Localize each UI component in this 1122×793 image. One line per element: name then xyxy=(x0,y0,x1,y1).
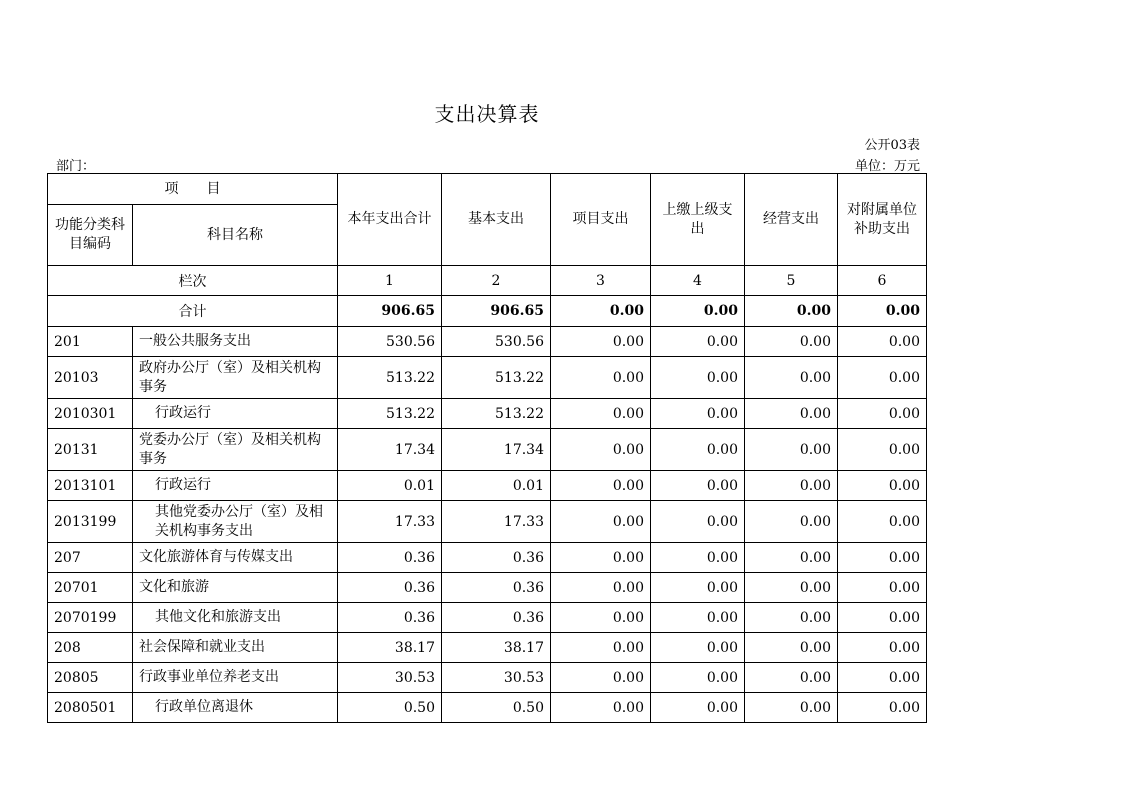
amount-cell: 0.01 xyxy=(338,471,442,501)
form-number: 公开03表 xyxy=(864,138,920,153)
subject-name-cell: 其他文化和旅游支出 xyxy=(133,603,338,633)
table-row xyxy=(48,399,927,429)
amount-cell: 17.33 xyxy=(338,501,442,543)
amount-cell: 0.00 xyxy=(745,603,838,633)
table-row xyxy=(48,633,927,663)
total-label: 合计 xyxy=(48,296,338,327)
amount-cell: 0.00 xyxy=(651,399,745,429)
amount-cell: 38.17 xyxy=(442,633,551,663)
amount-cell: 0.00 xyxy=(651,543,745,573)
header-col-2: 基本支出 xyxy=(442,174,551,266)
amount-cell: 0.00 xyxy=(745,471,838,501)
subject-name-cell: 党委办公厅（室）及相关机构事务 xyxy=(133,429,338,471)
func-code-cell: 2013101 xyxy=(48,471,133,501)
header-col-3: 项目支出 xyxy=(551,174,651,266)
amount-cell: 0.00 xyxy=(838,603,927,633)
total-value: 0.00 xyxy=(651,296,745,327)
header-func-code: 功能分类科目编码 xyxy=(48,205,133,266)
department-label: 部门： xyxy=(56,159,96,174)
subject-name-cell: 行政运行 xyxy=(133,399,338,429)
subject-name-cell: 其他党委办公厅（室）及相关机构事务支出 xyxy=(133,501,338,543)
amount-cell: 0.00 xyxy=(551,357,651,399)
amount-cell: 0.36 xyxy=(442,543,551,573)
amount-cell: 0.36 xyxy=(338,543,442,573)
column-index: 6 xyxy=(838,266,927,296)
header-subject-name: 科目名称 xyxy=(133,205,338,266)
func-code-cell: 2080501 xyxy=(48,693,133,723)
column-index: 1 xyxy=(338,266,442,296)
amount-cell: 0.00 xyxy=(838,327,927,357)
total-value: 0.00 xyxy=(745,296,838,327)
amount-cell: 513.22 xyxy=(442,399,551,429)
amount-cell: 0.00 xyxy=(651,429,745,471)
amount-cell: 0.00 xyxy=(651,633,745,663)
func-code-cell: 208 xyxy=(48,633,133,663)
func-code-cell: 2070199 xyxy=(48,603,133,633)
amount-cell: 17.34 xyxy=(338,429,442,471)
func-code-cell: 201 xyxy=(48,327,133,357)
amount-cell: 0.00 xyxy=(551,399,651,429)
total-row xyxy=(48,296,927,327)
amount-cell: 30.53 xyxy=(338,663,442,693)
amount-cell: 0.00 xyxy=(651,471,745,501)
amount-cell: 0.00 xyxy=(651,663,745,693)
column-index: 4 xyxy=(651,266,745,296)
func-code-cell: 207 xyxy=(48,543,133,573)
amount-cell: 0.00 xyxy=(551,633,651,663)
unit-label: 单位：万元 xyxy=(854,159,920,174)
subject-name-cell: 一般公共服务支出 xyxy=(133,327,338,357)
total-value: 0.00 xyxy=(551,296,651,327)
amount-cell: 0.00 xyxy=(838,663,927,693)
subject-name-cell: 政府办公厅（室）及相关机构事务 xyxy=(133,357,338,399)
amount-cell: 0.00 xyxy=(745,429,838,471)
amount-cell: 0.00 xyxy=(745,573,838,603)
amount-cell: 0.00 xyxy=(651,693,745,723)
amount-cell: 530.56 xyxy=(442,327,551,357)
amount-cell: 38.17 xyxy=(338,633,442,663)
amount-cell: 0.00 xyxy=(551,663,651,693)
table-row xyxy=(48,693,927,723)
amount-cell: 0.00 xyxy=(838,543,927,573)
subject-name-cell: 行政运行 xyxy=(133,471,338,501)
amount-cell: 0.00 xyxy=(745,327,838,357)
header-col-5: 经营支出 xyxy=(745,174,838,266)
amount-cell: 0.00 xyxy=(551,603,651,633)
func-code-cell: 20103 xyxy=(48,357,133,399)
amount-cell: 0.00 xyxy=(838,399,927,429)
table-row xyxy=(48,357,927,399)
amount-cell: 0.50 xyxy=(442,693,551,723)
amount-cell: 0.00 xyxy=(838,693,927,723)
func-code-cell: 2010301 xyxy=(48,399,133,429)
table-row xyxy=(48,663,927,693)
amount-cell: 0.36 xyxy=(442,603,551,633)
total-value: 0.00 xyxy=(838,296,927,327)
amount-cell: 0.00 xyxy=(651,573,745,603)
table-row xyxy=(48,471,927,501)
subject-name-cell: 文化和旅游 xyxy=(133,573,338,603)
func-code-cell: 20805 xyxy=(48,663,133,693)
header-col-1: 本年支出合计 xyxy=(338,174,442,266)
amount-cell: 0.00 xyxy=(551,693,651,723)
amount-cell: 513.22 xyxy=(338,399,442,429)
total-value: 906.65 xyxy=(442,296,551,327)
amount-cell: 513.22 xyxy=(442,357,551,399)
amount-cell: 0.00 xyxy=(745,693,838,723)
table-row xyxy=(48,543,927,573)
amount-cell: 0.00 xyxy=(551,501,651,543)
amount-cell: 0.00 xyxy=(838,357,927,399)
table-row xyxy=(48,501,927,543)
amount-cell: 0.00 xyxy=(651,327,745,357)
column-index: 2 xyxy=(442,266,551,296)
header-item: 项 目 xyxy=(48,174,338,205)
amount-cell: 0.00 xyxy=(838,501,927,543)
column-index: 5 xyxy=(745,266,838,296)
amount-cell: 0.00 xyxy=(551,429,651,471)
amount-cell: 0.50 xyxy=(338,693,442,723)
amount-cell: 0.00 xyxy=(651,357,745,399)
amount-cell: 0.00 xyxy=(651,603,745,633)
column-index: 3 xyxy=(551,266,651,296)
amount-cell: 0.00 xyxy=(745,633,838,663)
subject-name-cell: 行政单位离退休 xyxy=(133,693,338,723)
expenditure-table xyxy=(47,173,927,723)
amount-cell: 0.00 xyxy=(838,573,927,603)
amount-cell: 0.00 xyxy=(745,399,838,429)
total-value: 906.65 xyxy=(338,296,442,327)
amount-cell: 17.34 xyxy=(442,429,551,471)
amount-cell: 0.00 xyxy=(745,663,838,693)
page-title: 支出决算表 xyxy=(434,102,540,126)
amount-cell: 0.36 xyxy=(338,573,442,603)
table-row xyxy=(48,429,927,471)
amount-cell: 513.22 xyxy=(338,357,442,399)
amount-cell: 30.53 xyxy=(442,663,551,693)
amount-cell: 0.00 xyxy=(745,357,838,399)
column-index-row xyxy=(48,266,927,296)
amount-cell: 0.01 xyxy=(442,471,551,501)
amount-cell: 0.00 xyxy=(551,543,651,573)
table-row xyxy=(48,603,927,633)
header-col-6: 对附属单位补助支出 xyxy=(838,174,927,266)
amount-cell: 0.00 xyxy=(551,573,651,603)
amount-cell: 0.00 xyxy=(745,501,838,543)
amount-cell: 0.36 xyxy=(338,603,442,633)
amount-cell: 0.00 xyxy=(745,543,838,573)
func-code-cell: 20131 xyxy=(48,429,133,471)
amount-cell: 0.00 xyxy=(551,327,651,357)
amount-cell: 17.33 xyxy=(442,501,551,543)
func-code-cell: 20701 xyxy=(48,573,133,603)
table-row xyxy=(48,573,927,603)
amount-cell: 530.56 xyxy=(338,327,442,357)
amount-cell: 0.00 xyxy=(838,429,927,471)
table-row xyxy=(48,327,927,357)
amount-cell: 0.00 xyxy=(838,471,927,501)
amount-cell: 0.00 xyxy=(551,471,651,501)
subject-name-cell: 社会保障和就业支出 xyxy=(133,633,338,663)
subject-name-cell: 文化旅游体育与传媒支出 xyxy=(133,543,338,573)
amount-cell: 0.36 xyxy=(442,573,551,603)
func-code-cell: 2013199 xyxy=(48,501,133,543)
subject-name-cell: 行政事业单位养老支出 xyxy=(133,663,338,693)
header-col-4: 上缴上级支出 xyxy=(651,174,745,266)
column-index-label: 栏次 xyxy=(48,266,338,296)
amount-cell: 0.00 xyxy=(838,633,927,663)
amount-cell: 0.00 xyxy=(651,501,745,543)
